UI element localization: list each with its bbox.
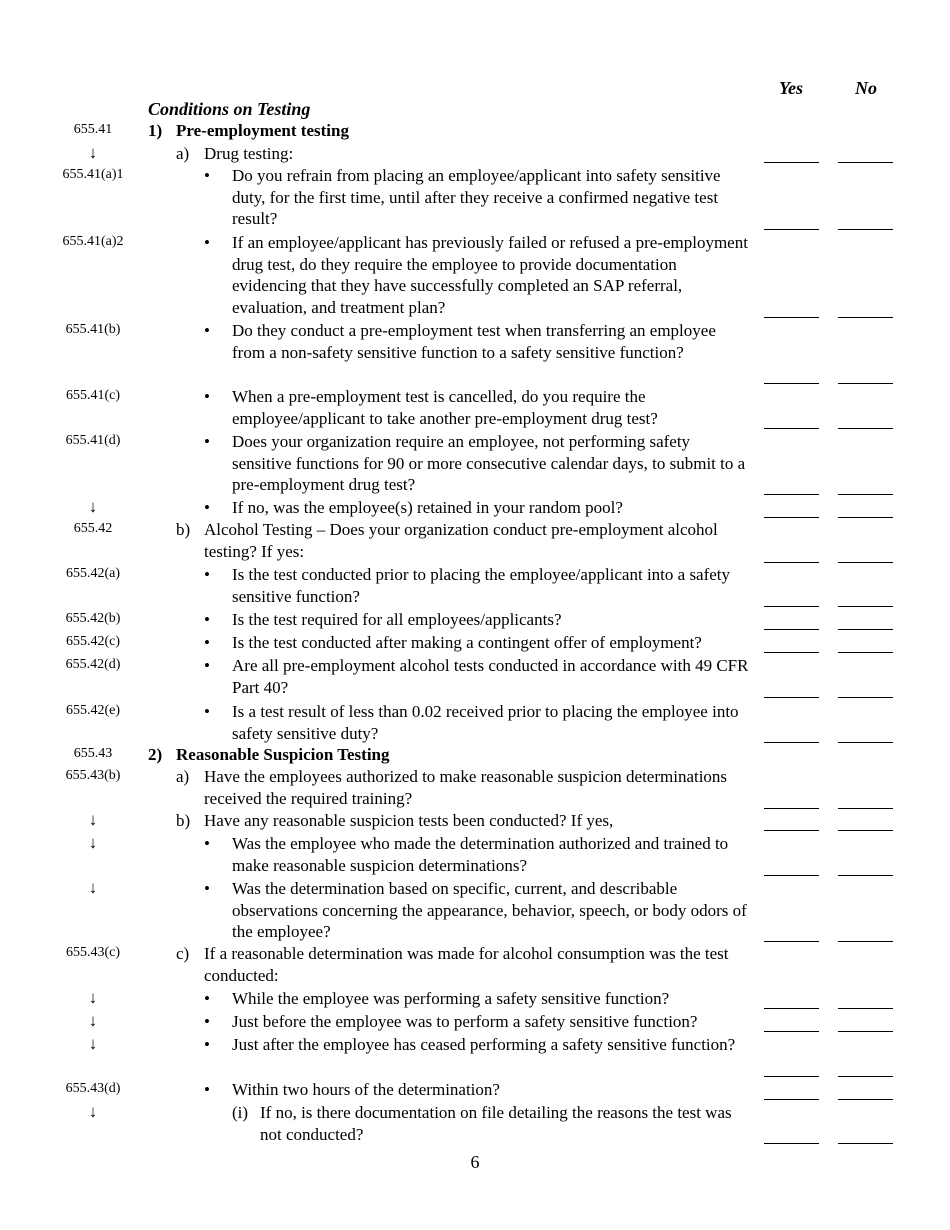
question-text: Drug testing: bbox=[204, 144, 294, 163]
yes-answer-line[interactable] bbox=[764, 1076, 819, 1077]
regulation-ref: 655.42(e) bbox=[65, 703, 121, 718]
no-answer-line[interactable] bbox=[838, 941, 893, 942]
no-answer-line[interactable] bbox=[838, 162, 893, 163]
yes-answer-line[interactable] bbox=[764, 1031, 819, 1032]
yes-answer-line[interactable] bbox=[764, 1099, 819, 1100]
bullet-icon: • bbox=[204, 656, 210, 675]
question-text: Do they conduct a pre-employment test when transferring an employee from a non-safety sensitive function to a safety sensitive function? bbox=[232, 321, 716, 362]
yes-answer-line[interactable] bbox=[764, 162, 819, 163]
item-letter: a) bbox=[176, 144, 190, 163]
bullet-icon: • bbox=[204, 879, 210, 898]
yes-answer-line[interactable] bbox=[764, 606, 819, 607]
regulation-ref: ↓ bbox=[88, 1011, 98, 1030]
regulation-ref: 655.42 bbox=[73, 521, 113, 536]
yes-answer-line[interactable] bbox=[764, 1008, 819, 1009]
yes-answer-line[interactable] bbox=[764, 428, 819, 429]
bullet-icon: • bbox=[204, 702, 210, 721]
regulation-ref: 655.41(a)2 bbox=[62, 234, 124, 249]
bullet-icon: • bbox=[204, 565, 210, 584]
yes-answer-line[interactable] bbox=[764, 830, 819, 831]
question-text: Is the test required for all employees/applicants? bbox=[232, 610, 562, 629]
question-text: While the employee was performing a safety sensitive function? bbox=[232, 989, 670, 1008]
question-text: Is the test conducted after making a contingent offer of employment? bbox=[232, 633, 702, 652]
question-text: Was the employee who made the determination authorized and trained to make reasonable suspicion determinations? bbox=[232, 834, 729, 875]
regulation-ref: 655.41(d) bbox=[65, 433, 121, 448]
regulation-ref: ↓ bbox=[88, 143, 98, 162]
bullet-icon: • bbox=[204, 1012, 210, 1031]
question-text: Is a test result of less than 0.02 received prior to placing the employee into safety sensitive duty? bbox=[232, 702, 739, 743]
question-text: Was the determination based on specific, current, and describable observations concerning the appearance, behavior, speech, or body odors of the employee? bbox=[232, 879, 747, 941]
bullet-icon: • bbox=[204, 166, 210, 185]
bullet-icon: • bbox=[204, 321, 210, 340]
yes-answer-line[interactable] bbox=[764, 808, 819, 809]
no-answer-line[interactable] bbox=[838, 1031, 893, 1032]
no-answer-line[interactable] bbox=[838, 562, 893, 563]
no-answer-line[interactable] bbox=[838, 606, 893, 607]
question-text: When a pre-employment test is cancelled, do you require the employee/applicant to take another pre-employment drug test? bbox=[232, 387, 658, 428]
no-column-header: No bbox=[855, 78, 877, 98]
item-letter: c) bbox=[176, 944, 190, 963]
question-text: Does your organization require an employee, not performing safety sensitive functions for 90 or more consecutive calendar days, to submit to a pre-employment drug test? bbox=[232, 432, 746, 494]
yes-answer-line[interactable] bbox=[764, 742, 819, 743]
no-answer-line[interactable] bbox=[838, 1008, 893, 1009]
yes-answer-line[interactable] bbox=[764, 941, 819, 942]
bullet-icon: • bbox=[204, 834, 210, 853]
no-answer-line[interactable] bbox=[838, 494, 893, 495]
no-answer-line[interactable] bbox=[838, 697, 893, 698]
yes-column-header: Yes bbox=[779, 78, 803, 98]
question-text: Do you refrain from placing an employee/applicant into safety sensitive duty, for the first time, until after they receive a confirmed negative test result? bbox=[232, 166, 721, 228]
yes-answer-line[interactable] bbox=[764, 697, 819, 698]
bullet-icon: • bbox=[204, 498, 210, 517]
question-text: Just before the employee was to perform a safety sensitive function? bbox=[232, 1012, 698, 1031]
regulation-ref: 655.42(c) bbox=[65, 634, 121, 649]
no-answer-line[interactable] bbox=[838, 629, 893, 630]
regulation-ref: ↓ bbox=[88, 497, 98, 516]
no-answer-line[interactable] bbox=[838, 742, 893, 743]
question-text: Is the test conducted prior to placing the employee/applicant into a safety sensitive function? bbox=[232, 565, 731, 606]
no-answer-line[interactable] bbox=[838, 229, 893, 230]
bullet-icon: • bbox=[204, 233, 210, 252]
bullet-icon: • bbox=[204, 432, 210, 451]
yes-answer-line[interactable] bbox=[764, 562, 819, 563]
item-numeral: (i) bbox=[232, 1103, 249, 1122]
regulation-ref: 655.42(a) bbox=[65, 566, 121, 581]
regulation-ref: ↓ bbox=[88, 878, 98, 897]
no-answer-line[interactable] bbox=[838, 875, 893, 876]
no-answer-line[interactable] bbox=[838, 317, 893, 318]
regulation-ref: 655.42(d) bbox=[65, 657, 121, 672]
regulation-ref: 655.43(b) bbox=[65, 768, 121, 783]
question-text: If no, was the employee(s) retained in your random pool? bbox=[232, 498, 623, 517]
regulation-ref: ↓ bbox=[88, 988, 98, 1007]
regulation-ref: 655.42(b) bbox=[65, 611, 121, 626]
no-answer-line[interactable] bbox=[838, 652, 893, 653]
no-answer-line[interactable] bbox=[838, 1076, 893, 1077]
no-answer-line[interactable] bbox=[838, 1143, 893, 1144]
question-text: If no, is there documentation on file detailing the reasons the test was not conducted? bbox=[260, 1103, 732, 1144]
yes-answer-line[interactable] bbox=[764, 383, 819, 384]
page-number: 6 bbox=[470, 1152, 480, 1172]
regulation-ref: 655.43(c) bbox=[65, 945, 121, 960]
section-heading-text: Reasonable Suspicion Testing bbox=[176, 745, 390, 764]
section-number: 2) bbox=[148, 745, 163, 764]
question-text: If an employee/applicant has previously failed or refused a pre-employment drug test, do they require the employee to provide documentation evidencing that they have successfully completed an SAP referral, evaluation, and treatment plan? bbox=[232, 233, 748, 317]
no-answer-line[interactable] bbox=[838, 428, 893, 429]
yes-answer-line[interactable] bbox=[764, 1143, 819, 1144]
question-text: Are all pre-employment alcohol tests conducted in accordance with 49 CFR Part 40? bbox=[232, 656, 749, 697]
bullet-icon: • bbox=[204, 610, 210, 629]
question-text: If a reasonable determination was made for alcohol consumption was the test conducted: bbox=[204, 944, 729, 985]
bullet-icon: • bbox=[204, 989, 210, 1008]
regulation-ref: 655.41(a)1 bbox=[62, 167, 124, 182]
question-text: Alcohol Testing – Does your organization conduct pre-employment alcohol testing? If yes: bbox=[204, 520, 718, 561]
yes-answer-line[interactable] bbox=[764, 875, 819, 876]
no-answer-line[interactable] bbox=[838, 517, 893, 518]
question-text: Within two hours of the determination? bbox=[232, 1080, 500, 1099]
regulation-ref: ↓ bbox=[88, 833, 98, 852]
regulation-ref: ↓ bbox=[88, 1034, 98, 1053]
no-answer-line[interactable] bbox=[838, 808, 893, 809]
yes-answer-line[interactable] bbox=[764, 629, 819, 630]
bullet-icon: • bbox=[204, 633, 210, 652]
yes-answer-line[interactable] bbox=[764, 494, 819, 495]
bullet-icon: • bbox=[204, 1080, 210, 1099]
no-answer-line[interactable] bbox=[838, 1099, 893, 1100]
bullet-icon: • bbox=[204, 387, 210, 406]
no-answer-line[interactable] bbox=[838, 383, 893, 384]
bullet-icon: • bbox=[204, 1035, 210, 1054]
question-text: Have any reasonable suspicion tests been conducted? If yes, bbox=[204, 811, 614, 830]
regulation-ref: ↓ bbox=[88, 1102, 98, 1121]
yes-answer-line[interactable] bbox=[764, 652, 819, 653]
no-answer-line[interactable] bbox=[838, 830, 893, 831]
yes-answer-line[interactable] bbox=[764, 229, 819, 230]
item-letter: b) bbox=[176, 520, 191, 539]
section-heading-text: Pre-employment testing bbox=[176, 121, 349, 140]
regulation-ref: 655.41 bbox=[73, 122, 113, 137]
regulation-ref: ↓ bbox=[88, 810, 98, 829]
question-text: Have the employees authorized to make reasonable suspicion determinations received the required training? bbox=[204, 767, 728, 808]
regulation-ref: 655.43 bbox=[73, 746, 113, 761]
yes-answer-line[interactable] bbox=[764, 317, 819, 318]
yes-answer-line[interactable] bbox=[764, 517, 819, 518]
regulation-ref: 655.43(d) bbox=[65, 1081, 121, 1096]
section-title: Conditions on Testing bbox=[148, 99, 311, 119]
regulation-ref: 655.41(b) bbox=[65, 322, 121, 337]
item-letter: a) bbox=[176, 767, 190, 786]
section-number: 1) bbox=[148, 121, 163, 140]
item-letter: b) bbox=[176, 811, 191, 830]
question-text: Just after the employee has ceased performing a safety sensitive function? bbox=[232, 1035, 736, 1054]
regulation-ref: 655.41(c) bbox=[65, 388, 121, 403]
